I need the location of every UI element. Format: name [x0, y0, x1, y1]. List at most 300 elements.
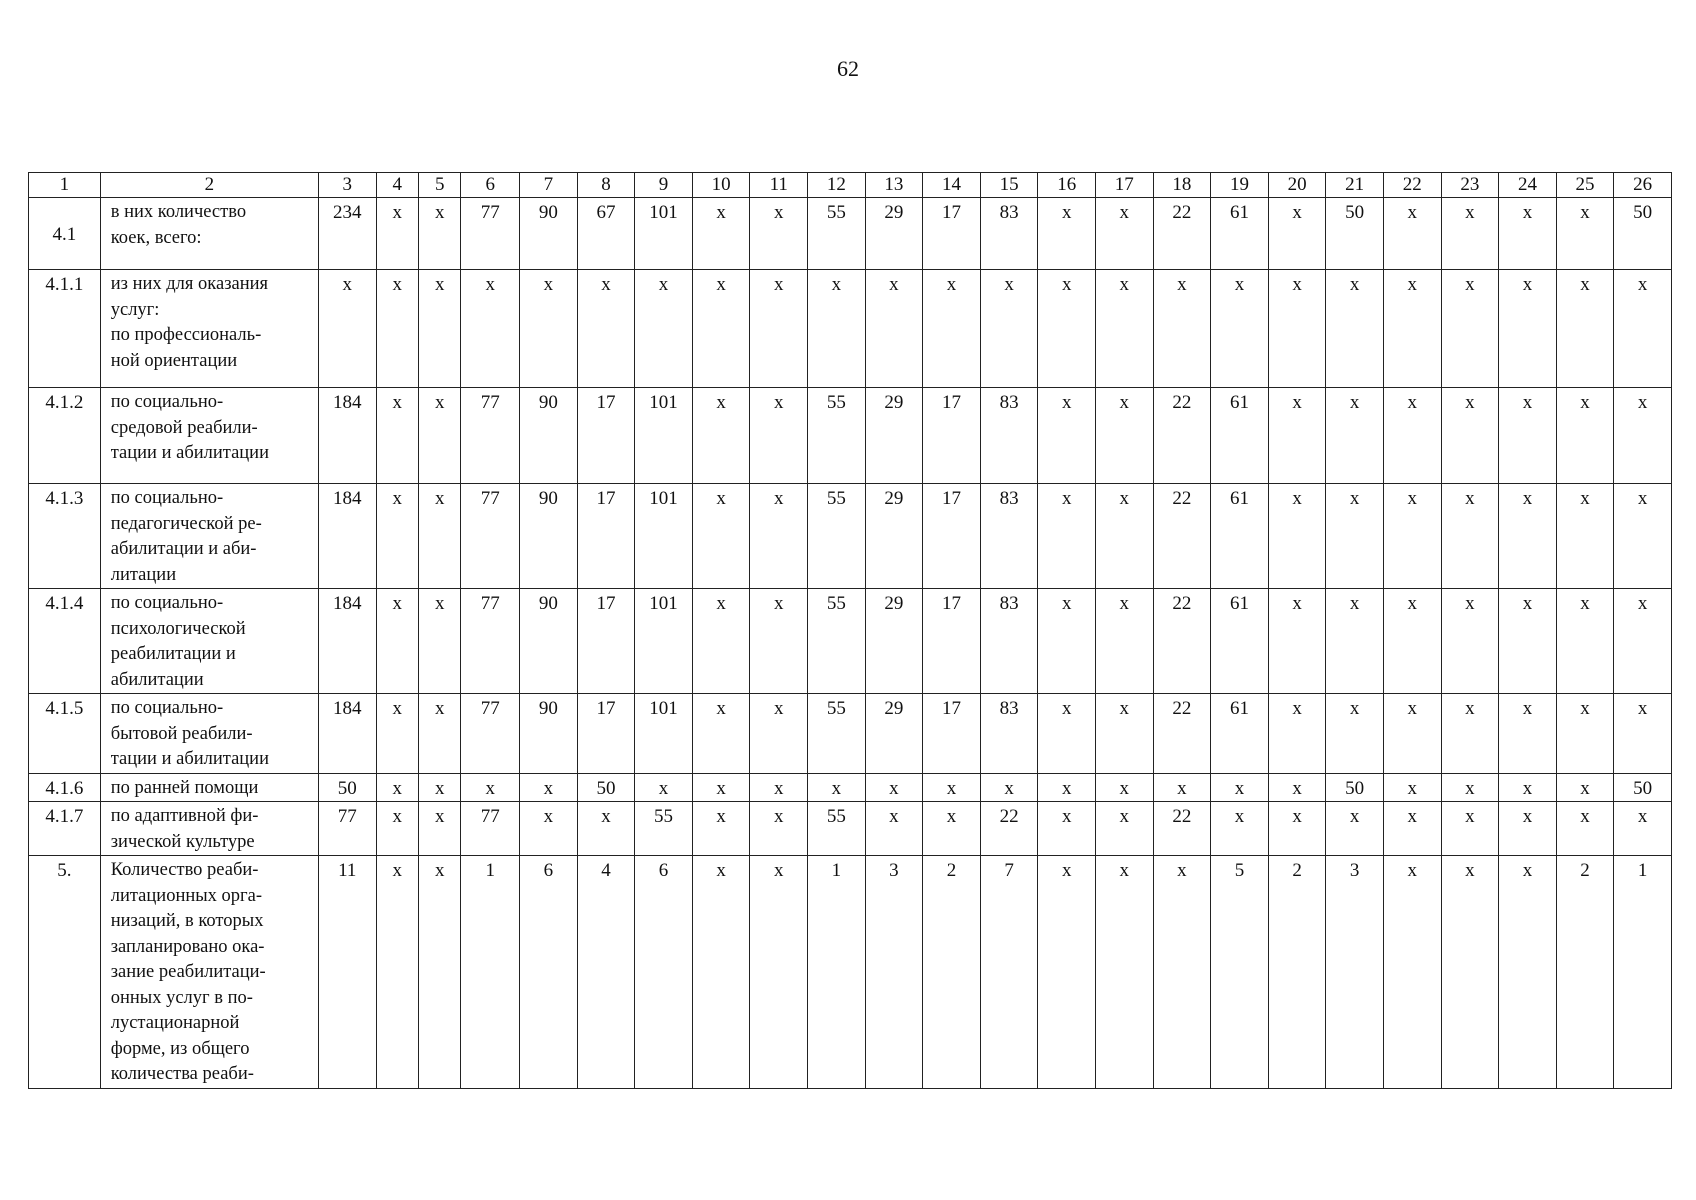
table-cell: х	[1268, 694, 1326, 774]
column-header-4: 4	[376, 173, 418, 198]
table-cell: х	[1614, 802, 1672, 856]
table-cell: 50	[577, 773, 635, 802]
table-row	[29, 270, 1672, 388]
row-label	[100, 388, 318, 484]
row-label-line: по социально-	[110, 698, 224, 718]
table-cell: х	[1614, 484, 1672, 589]
table-cell: х	[1556, 388, 1614, 484]
table-cell: 22	[1153, 589, 1211, 694]
table-row	[29, 589, 1672, 694]
table-cell: х	[1383, 388, 1441, 484]
column-header-22: 22	[1383, 173, 1441, 198]
table-row	[29, 694, 1672, 774]
row-code: 4.1.7	[29, 802, 101, 856]
table-cell: 55	[808, 388, 866, 484]
table-cell: х	[419, 802, 461, 856]
table-cell: 17	[577, 388, 635, 484]
table-cell: х	[1556, 802, 1614, 856]
table-cell: 50	[1326, 198, 1384, 270]
table-cell: х	[419, 484, 461, 589]
table-cell: х	[1556, 694, 1614, 774]
table-cell: х	[1038, 773, 1096, 802]
table-cell: х	[419, 694, 461, 774]
row-label-line: реабилитации и	[110, 644, 236, 664]
table-cell: 61	[1211, 484, 1269, 589]
table-cell: 184	[318, 388, 376, 484]
row-label-line: по социально-	[110, 392, 224, 412]
column-header-7: 7	[520, 173, 578, 198]
table-cell: 61	[1211, 388, 1269, 484]
table-cell: 50	[1614, 773, 1672, 802]
table-cell: х	[750, 270, 808, 388]
table-cell: 90	[520, 388, 578, 484]
table-cell: х	[750, 589, 808, 694]
table-cell: х	[461, 270, 520, 388]
table-cell: х	[1326, 270, 1384, 388]
row-label-line: по профессиональ-	[110, 325, 262, 345]
table-cell: х	[1441, 773, 1499, 802]
table-cell: 61	[1211, 198, 1269, 270]
column-header-16: 16	[1038, 173, 1096, 198]
table-cell: 67	[577, 198, 635, 270]
row-label-line: лустационарной	[110, 1013, 240, 1033]
table-cell: х	[750, 484, 808, 589]
row-code: 4.1.6	[29, 773, 101, 802]
row-label-line: в них количество	[110, 202, 247, 222]
data-table	[28, 172, 1672, 1089]
table-cell: х	[1499, 802, 1557, 856]
table-cell: 5	[1211, 856, 1269, 1089]
column-header-3: 3	[318, 173, 376, 198]
row-label	[100, 270, 318, 388]
row-label	[100, 773, 318, 802]
column-header-24: 24	[1499, 173, 1557, 198]
row-label	[100, 589, 318, 694]
table-cell: х	[750, 198, 808, 270]
column-header-13: 13	[865, 173, 923, 198]
row-label-line: запланировано ока-	[110, 936, 265, 957]
column-header-5: 5	[419, 173, 461, 198]
table-cell: х	[1326, 694, 1384, 774]
table-cell: 101	[635, 694, 693, 774]
row-code: 4.1.5	[29, 694, 101, 774]
table-cell: х	[419, 589, 461, 694]
table-cell: х	[1038, 802, 1096, 856]
table-cell: 22	[1153, 802, 1211, 856]
row-label-line: бытовой реабили-	[110, 723, 253, 744]
table-cell: х	[376, 802, 418, 856]
table-cell: 101	[635, 589, 693, 694]
table-cell: 17	[923, 694, 981, 774]
table-row	[29, 856, 1672, 1089]
table-cell: 17	[577, 484, 635, 589]
table-cell: 17	[577, 694, 635, 774]
table-cell: х	[1441, 856, 1499, 1089]
table-row	[29, 388, 1672, 484]
column-header-25: 25	[1556, 173, 1614, 198]
row-label-line: абилитации	[110, 669, 204, 690]
table-cell: х	[750, 856, 808, 1089]
table-cell: х	[1038, 388, 1096, 484]
table-cell: х	[376, 270, 418, 388]
row-code: 5.	[29, 856, 101, 1089]
row-code: 4.1.2	[29, 388, 101, 484]
table-cell: х	[1268, 484, 1326, 589]
table-cell: х	[1441, 802, 1499, 856]
table-cell: 29	[865, 589, 923, 694]
table-cell: 77	[461, 802, 520, 856]
table-cell: 6	[635, 856, 693, 1089]
table-cell: 77	[461, 589, 520, 694]
table-cell: х	[1614, 694, 1672, 774]
table-cell: х	[520, 802, 578, 856]
table-cell: х	[1499, 484, 1557, 589]
column-header-17: 17	[1095, 173, 1153, 198]
table-cell: 2	[1268, 856, 1326, 1089]
table-cell: 17	[923, 589, 981, 694]
table-cell: х	[419, 270, 461, 388]
table-cell: 101	[635, 388, 693, 484]
column-header-21: 21	[1326, 173, 1384, 198]
table-cell: х	[1383, 589, 1441, 694]
row-label	[100, 694, 318, 774]
column-header-23: 23	[1441, 173, 1499, 198]
table-cell: х	[1383, 484, 1441, 589]
table-cell: х	[865, 773, 923, 802]
table-cell: х	[1153, 773, 1211, 802]
table-cell: х	[520, 773, 578, 802]
table-cell: х	[1441, 270, 1499, 388]
table-cell: х	[1441, 484, 1499, 589]
table-cell: 1	[808, 856, 866, 1089]
table-cell: х	[1326, 484, 1384, 589]
table-cell: 234	[318, 198, 376, 270]
table-cell: 55	[808, 198, 866, 270]
table-cell: х	[923, 270, 981, 388]
table-cell: х	[692, 802, 750, 856]
row-label-line: из них для оказания	[110, 274, 269, 294]
table-cell: 101	[635, 484, 693, 589]
table-cell: х	[1556, 270, 1614, 388]
table-cell: х	[577, 270, 635, 388]
table-cell: 29	[865, 388, 923, 484]
table-cell: х	[1268, 589, 1326, 694]
table-cell: х	[1499, 198, 1557, 270]
table-cell: х	[635, 773, 693, 802]
column-header-6: 6	[461, 173, 520, 198]
table-cell: х	[577, 802, 635, 856]
column-header-15: 15	[980, 173, 1038, 198]
table-cell: х	[1095, 856, 1153, 1089]
table-cell: 90	[520, 484, 578, 589]
table-cell: 61	[1211, 589, 1269, 694]
table-cell: х	[750, 388, 808, 484]
table-cell: х	[1038, 484, 1096, 589]
table-cell: 17	[923, 484, 981, 589]
table-cell: х	[1038, 694, 1096, 774]
table-cell: х	[1383, 856, 1441, 1089]
table-cell: х	[1614, 589, 1672, 694]
column-header-12: 12	[808, 173, 866, 198]
table-cell: 3	[1326, 856, 1384, 1089]
column-header-19: 19	[1211, 173, 1269, 198]
table-cell: 101	[635, 198, 693, 270]
table-cell: х	[1383, 198, 1441, 270]
table-cell: х	[1499, 694, 1557, 774]
table-row	[29, 773, 1672, 802]
row-label-line: средовой реабили-	[110, 417, 258, 438]
row-label	[100, 802, 318, 856]
table-cell: х	[520, 270, 578, 388]
table-cell: х	[865, 802, 923, 856]
table-cell: 2	[923, 856, 981, 1089]
table-cell: х	[1211, 802, 1269, 856]
table-cell: 50	[318, 773, 376, 802]
table-cell: х	[1499, 856, 1557, 1089]
table-cell: х	[692, 589, 750, 694]
column-header-20: 20	[1268, 173, 1326, 198]
row-label-line: зание реабилитаци-	[110, 962, 266, 982]
table-cell: 184	[318, 484, 376, 589]
table-cell: 83	[980, 388, 1038, 484]
table-row	[29, 198, 1672, 270]
table-cell: х	[1614, 270, 1672, 388]
table-cell: х	[1556, 773, 1614, 802]
table-cell: 11	[318, 856, 376, 1089]
row-label-line: ной ориентации	[110, 350, 238, 371]
table-cell: х	[461, 773, 520, 802]
table-cell: х	[1326, 802, 1384, 856]
table-cell: х	[1441, 589, 1499, 694]
table-cell: 184	[318, 694, 376, 774]
table-cell: х	[692, 773, 750, 802]
table-cell: х	[419, 388, 461, 484]
column-header-26: 26	[1614, 173, 1672, 198]
row-label	[100, 856, 318, 1089]
table-cell: х	[1556, 484, 1614, 589]
table-cell: х	[692, 484, 750, 589]
table-cell: х	[1383, 694, 1441, 774]
table-cell: х	[923, 802, 981, 856]
table-cell: х	[419, 856, 461, 1089]
row-label-line: зической культуре	[110, 831, 255, 852]
table-cell: х	[1153, 270, 1211, 388]
row-label-line: Количество реаби-	[110, 860, 259, 880]
table-cell: х	[1556, 198, 1614, 270]
table-cell: х	[980, 773, 1038, 802]
table-cell: х	[1499, 388, 1557, 484]
table-cell: х	[419, 773, 461, 802]
row-code: 4.1.3	[29, 484, 101, 589]
table-cell: х	[923, 773, 981, 802]
table-cell: 6	[520, 856, 578, 1089]
table-cell: 55	[635, 802, 693, 856]
table-cell: х	[1326, 388, 1384, 484]
table-cell: х	[376, 589, 418, 694]
table-cell: 17	[577, 589, 635, 694]
table-cell: 77	[461, 388, 520, 484]
table-cell: х	[1499, 773, 1557, 802]
table-cell: х	[692, 388, 750, 484]
row-label-line: абилитации и аби-	[110, 539, 257, 559]
table-cell: 61	[1211, 694, 1269, 774]
column-header-8: 8	[577, 173, 635, 198]
table-cell: х	[1499, 589, 1557, 694]
table-cell: 77	[318, 802, 376, 856]
table-cell: х	[1095, 773, 1153, 802]
table-cell: х	[1268, 773, 1326, 802]
table-cell: 17	[923, 388, 981, 484]
row-code: 4.1.1	[29, 270, 101, 388]
table-cell: х	[1095, 589, 1153, 694]
table-cell: х	[1326, 589, 1384, 694]
table-cell: х	[980, 270, 1038, 388]
table-cell: 17	[923, 198, 981, 270]
page-number: 62	[837, 56, 859, 81]
table-cell: х	[1095, 270, 1153, 388]
table-cell: х	[1383, 802, 1441, 856]
table-cell: х	[1383, 773, 1441, 802]
row-code: 4.1	[29, 198, 101, 270]
table-cell: 55	[808, 484, 866, 589]
table-cell: х	[1038, 856, 1096, 1089]
column-header-18: 18	[1153, 173, 1211, 198]
table-cell: х	[1383, 270, 1441, 388]
table-cell: 77	[461, 484, 520, 589]
table-cell: х	[692, 270, 750, 388]
table-cell: х	[1095, 802, 1153, 856]
table-cell: 83	[980, 484, 1038, 589]
table-cell: х	[808, 773, 866, 802]
row-label-line: тации и абилитации	[110, 749, 269, 769]
table-cell: х	[1153, 856, 1211, 1089]
table-cell: 22	[1153, 694, 1211, 774]
table-cell: х	[419, 198, 461, 270]
table-cell: 22	[980, 802, 1038, 856]
table-cell: 29	[865, 694, 923, 774]
table-cell: х	[1038, 270, 1096, 388]
column-header-2: 2	[100, 173, 318, 198]
table-cell: 83	[980, 589, 1038, 694]
table-cell: х	[865, 270, 923, 388]
row-label-line: тации и абилитации	[110, 443, 269, 463]
row-label-line: низаций, в которых	[110, 911, 264, 931]
table-cell: х	[692, 856, 750, 1089]
table-cell: 7	[980, 856, 1038, 1089]
column-header-11: 11	[750, 173, 808, 198]
table-cell: х	[1499, 270, 1557, 388]
row-label-line: по социально-	[110, 593, 224, 613]
row-label-line: коек, всего:	[110, 227, 202, 248]
row-label-line: по социально-	[110, 488, 224, 508]
table-cell: х	[1095, 388, 1153, 484]
table-cell: х	[808, 270, 866, 388]
table-cell: 4	[577, 856, 635, 1089]
table-cell: х	[1556, 589, 1614, 694]
table-cell: х	[1441, 198, 1499, 270]
table-cell: х	[750, 802, 808, 856]
table-cell: х	[1095, 484, 1153, 589]
row-label-line: литации	[110, 564, 177, 585]
table-cell: 77	[461, 198, 520, 270]
table-cell: х	[1038, 589, 1096, 694]
table-cell: 22	[1153, 484, 1211, 589]
table-cell: х	[376, 773, 418, 802]
table-cell: х	[376, 484, 418, 589]
table-cell: х	[1268, 198, 1326, 270]
row-label-line: онных услуг в по-	[110, 987, 253, 1008]
table-cell: х	[376, 198, 418, 270]
table-cell: 29	[865, 198, 923, 270]
table-cell: 22	[1153, 198, 1211, 270]
table-cell: 1	[1614, 856, 1672, 1089]
table-cell: 90	[520, 198, 578, 270]
table-cell: х	[376, 694, 418, 774]
table-cell: х	[1211, 773, 1269, 802]
table-cell: 55	[808, 589, 866, 694]
row-label-line: психологической	[110, 618, 246, 639]
row-label	[100, 198, 318, 270]
row-label-line: по ранней помощи	[110, 777, 259, 798]
table-cell: х	[692, 694, 750, 774]
table-cell: х	[635, 270, 693, 388]
table-cell: х	[376, 388, 418, 484]
row-label-line: педагогической ре-	[110, 513, 262, 534]
column-header-9: 9	[635, 173, 693, 198]
table-cell: х	[1211, 270, 1269, 388]
row-label-line: литационных орга-	[110, 885, 263, 906]
table-row	[29, 484, 1672, 589]
column-header-1: 1	[29, 173, 101, 198]
column-header-10: 10	[692, 173, 750, 198]
table-cell: 83	[980, 198, 1038, 270]
table-cell: 1	[461, 856, 520, 1089]
row-label-line: по адаптивной фи-	[110, 806, 259, 826]
table-cell: х	[750, 694, 808, 774]
table-cell: х	[1268, 802, 1326, 856]
table-cell: 29	[865, 484, 923, 589]
table-cell: х	[1268, 270, 1326, 388]
table-cell: 83	[980, 694, 1038, 774]
table-cell: х	[1038, 198, 1096, 270]
table-cell: 3	[865, 856, 923, 1089]
table-cell: х	[692, 198, 750, 270]
table-cell: х	[1095, 198, 1153, 270]
table-cell: х	[376, 856, 418, 1089]
table-cell: 50	[1614, 198, 1672, 270]
row-label-line: количества реаби-	[110, 1064, 254, 1084]
header-row	[29, 173, 1672, 198]
table-cell: х	[1268, 388, 1326, 484]
table-row	[29, 802, 1672, 856]
table-cell: 77	[461, 694, 520, 774]
table-cell: 184	[318, 589, 376, 694]
table-cell: х	[1441, 694, 1499, 774]
table-cell: 90	[520, 589, 578, 694]
table-cell: х	[318, 270, 376, 388]
row-code: 4.1.4	[29, 589, 101, 694]
row-label-line: форме, из общего	[110, 1038, 250, 1059]
table-cell: х	[750, 773, 808, 802]
table-cell: 90	[520, 694, 578, 774]
table-cell: 55	[808, 802, 866, 856]
row-label	[100, 484, 318, 589]
table-cell: 22	[1153, 388, 1211, 484]
table-cell: 2	[1556, 856, 1614, 1089]
table-cell: х	[1614, 388, 1672, 484]
column-header-14: 14	[923, 173, 981, 198]
table-cell: х	[1095, 694, 1153, 774]
